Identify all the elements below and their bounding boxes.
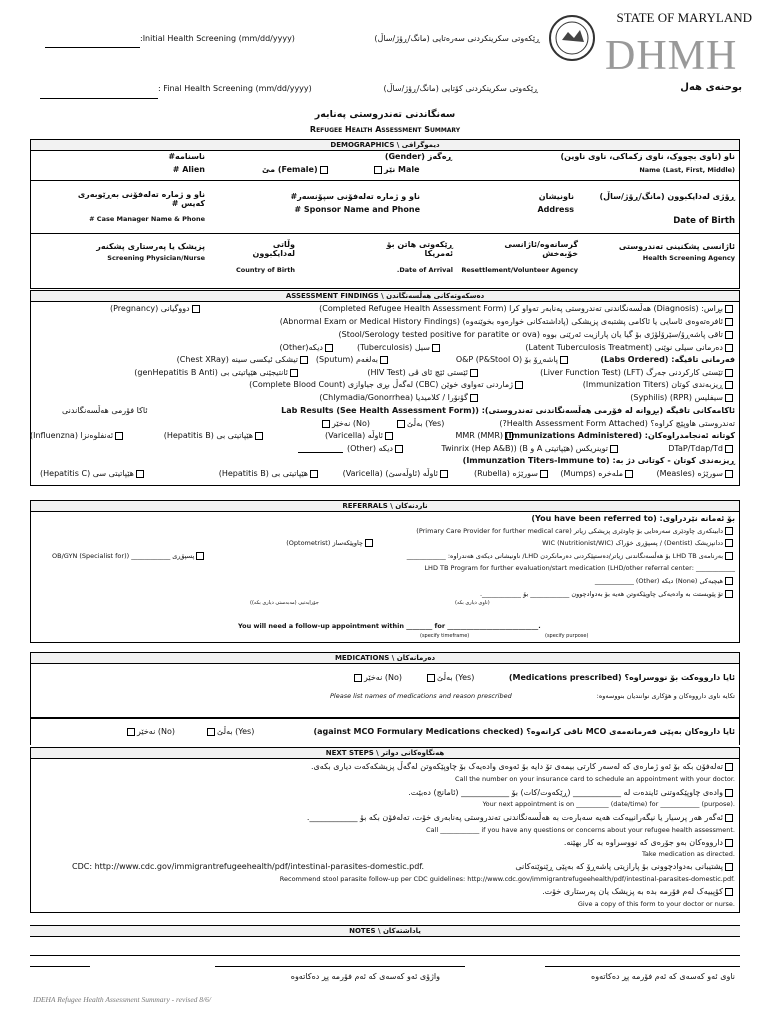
cap-name: (ناوی دیاری بکە) — [455, 600, 490, 606]
footer-text: IDEHA Refugee Health Assessment Summary - revised 8/6/ — [33, 995, 211, 1004]
lab-lft[interactable]: تێستی کارکردنی جەرگ (LFT) (Liver Function Test) — [540, 368, 735, 377]
labs-title: فەرمانی تاقیگە: (Labs Ordered) — [600, 355, 735, 364]
lab-hiv[interactable]: ئێستی ئێچ ئای ڤی (HIV Test) — [367, 368, 480, 377]
final-date-field[interactable] — [40, 91, 158, 99]
dob-en: Date of Birth — [673, 216, 735, 226]
step-2-en: Your next appointment is on __________ (date/time) for ____________ (purpose). — [482, 800, 735, 808]
signature-line-3[interactable] — [545, 966, 740, 967]
cap-time: (specify timeframe) — [420, 633, 470, 639]
arrival-ku: ڕێکەوتی هاتن بۆ ئەمریکا — [386, 240, 453, 258]
dob-ku: ڕۆژی لەدایکبوون (مانگ/ڕۆژ/ساڵ) — [599, 192, 735, 201]
arrival-en: Date of Arrival. — [396, 266, 453, 274]
next-header: NEXT STEPS \ هەنگاوەکانی دواتر — [30, 747, 740, 759]
titer-mumps[interactable]: ملەخرە (Mumps) — [560, 469, 635, 478]
findings-header: ASSESSMENT FINDINGS \ دەسکەوتەکانی هەڵسەنگاندن — [30, 290, 740, 302]
med-no[interactable]: نەخێر (No) — [352, 673, 402, 682]
other-finding[interactable]: دیکە(Other) — [280, 343, 335, 352]
final-date-ku: ڕێکەوتی سکرینکردنی کۆتایی (مانگ/ڕۆژ/ساڵ) — [383, 84, 538, 93]
female-option[interactable]: مێ (Female) — [262, 165, 330, 174]
alien-en: Alien # — [172, 165, 205, 174]
imm-varicella[interactable]: ئاوڵە (Varicella) — [325, 431, 395, 440]
physician-en: Screening Physician/Nurse — [107, 254, 205, 262]
lab-titers[interactable]: ڕیزبەندی کوتان (Immunization Titers) — [583, 380, 735, 389]
attached-question: تەندروستی هاوپێچ کراوە؟ (Health Assessment Form Attached?) — [499, 419, 735, 428]
signature-line[interactable] — [30, 966, 90, 967]
referrals-header: REFERRALS \ ناردنەکان — [30, 500, 740, 512]
lab-syphilis[interactable]: سیفلیس (RPR) (Syphilis) — [630, 393, 735, 402]
med-list-en: Please list names of medications and reason prescribed — [330, 692, 512, 700]
ref-pcp[interactable]: دابینکەری چاودێری سەرەتایی بۆ چاودێری پزیشکی زیاتر (Primary Care Provider for further medical care) — [416, 527, 735, 535]
titer-measles[interactable]: سورێژە (Measles) — [656, 469, 735, 478]
results-note: ئاکا فۆرمی هەڵسەنگاندنی — [62, 406, 148, 415]
referral-title: بۆ ئەمانە نێردراوی: (You have been referred to) — [531, 514, 735, 523]
titer-hepb[interactable]: هێپاتیتی بی (Hepatitis B) — [219, 469, 320, 478]
step-3-en: Call ____________ if you have any questions or concerns about your refugee health assessment. — [426, 826, 735, 834]
attached-no[interactable]: نەخێر (No) — [320, 419, 370, 428]
titer-varicella[interactable]: ئاوڵە (ئاوڵەسێ) (Varicella) — [343, 469, 450, 478]
title-ku: سەنگاندنی تەندروستی پەنابەر — [314, 109, 456, 120]
tb-option[interactable]: سیل (Tuberculosis) — [357, 343, 442, 352]
med-q1: ئایا دارووەکت بۆ نووسراوە؟ (Medications prescribed) — [508, 673, 735, 682]
stool-option[interactable]: تاقی پاشەڕۆ/سێرۆلۆژی بۆ گیا یان پارازیت ئەرێنی بووە (Stool/Serology tested positive for paratite or ova) — [339, 330, 735, 339]
agency-ku: بوحنەی هەل — [680, 82, 742, 93]
final-date-en: : Final Health Screening (mm/dd/yyyy) — [158, 84, 312, 93]
resettlement-en: Resettlement/Volunteer Agency — [461, 266, 578, 274]
agency-logo: DHMH — [605, 33, 738, 79]
cob-en: Country of Birth — [236, 266, 295, 274]
name-en: Name (Last, First, Middle) — [639, 166, 735, 174]
cm-ku: ناو و ژمارە تەلەفۆنی بەڕێوبەری کەیس # — [77, 190, 205, 208]
step-2[interactable]: وادەی چاوپێکەوتنی ئایندەت لە ____________ (ڕێکەوت/کات) بۆ ____________ (ئامانج) دەبێت. — [408, 788, 735, 797]
notes-line[interactable] — [30, 955, 740, 956]
lab-chlamydia[interactable]: گۆنۆرا / کلامیدیا (Chlymadia/Gonorrhea) — [319, 393, 480, 402]
lab-xray[interactable]: تیشکی ئیکسی سینە (Chest XRay) — [177, 355, 310, 364]
med-q2: ئایا داروەکان بەپێی فەرمانەمەی MCO ناقی کرانەوە؟ (against MCO Formulary Medications checked) — [313, 727, 735, 736]
imm-hepb[interactable]: هێپاتیتی بی (Hepatitis B) — [164, 431, 265, 440]
demographics-header: DEMOGRAPHICS \ دیموگرافی — [30, 139, 740, 151]
med-list-line[interactable] — [30, 717, 740, 719]
med-yes-2[interactable]: بەڵێ (Yes) — [205, 727, 254, 736]
ref-none[interactable]: هیچیەکی (None) دیکە (Other) ____________ — [595, 577, 735, 585]
seal-icon — [548, 14, 596, 62]
screening-agency-ku: ئاژانسی پشکنینی تەندروستی — [618, 242, 735, 251]
initial-date-en: :Initial Health Screening (mm/dd/yyyy) — [140, 34, 295, 43]
imm-flu[interactable]: ئەنفلوەنزا (Influenzna) — [30, 431, 125, 440]
medications-header: MEDICATIONS \ دەرمانەکان — [30, 652, 740, 664]
signer-sign-label: واژۆی ئەو کەسەی کە ئەم فۆرمە پڕ دەکاتەوە — [290, 972, 440, 981]
ref-tb[interactable]: بەرنامەی LHD TB بۆ هەڵسەنگاندنی زیاتر/دەستپێکردنی دەرمانکردن LHD/ ناونیشانی دیکەی هەندراوە: ____________ — [407, 552, 735, 560]
results-title: ئاکامەکانی تاقیگە (بڕوانە لە فۆرمی هەڵسەنگاندنی تەندروستی): (Lab Results (See Health Assessment Form) — [281, 406, 735, 415]
lab-hepb[interactable]: ئانتیجێنی هێپاتیتی بی (genHepatitis B Anti) — [134, 368, 300, 377]
step-6-en: Give a copy of this form to your doctor or nurse. — [577, 900, 735, 908]
address-ku: ناونیشان — [538, 192, 574, 201]
imm-other[interactable]: دیکە (Other) — [347, 444, 405, 453]
step-5-en: Recommend stool parasite follow-up per CDC guidelines: http://www.cdc.gov/immigrantrefugeehealth/pdf/intestinal-parasites-domestic.pdf. — [279, 875, 735, 883]
tb-treatment-option[interactable]: دەرمانی سیلی نوێنی (Latent Tuberculosis Treatment) — [525, 343, 735, 352]
state-label: STATE OF MARYLAND — [616, 10, 752, 25]
imm-dtap[interactable]: DTaP/Tdap/Td — [668, 444, 735, 453]
gender-ku: ڕەگەز (Gender) — [384, 152, 452, 161]
pregnancy-option[interactable]: دووگیانی (Pregnancy) — [110, 304, 202, 313]
imm-title: کوتانە ئەنجامدراوەکان: (Immunizations Administered) — [504, 431, 735, 440]
screening-agency-en: Health Screening Agency — [642, 254, 735, 262]
imm-mmr[interactable]: MMR (MMR) — [455, 431, 515, 440]
step-4[interactable]: دارووەکان بەو جۆرەی کە نووسراوە بە کار بهێنە. — [564, 838, 735, 847]
step-5[interactable]: پشتیبانی بەدوادچوونی بۆ پارازیتی پاشەڕۆ کە بەپێی ڕێنوێنەکانی — [515, 862, 735, 871]
sponsor-en: Sponsor Name and Phone # — [294, 205, 420, 214]
name-ku: ناو (ناوی بچووک، ناوی زکماکی، ناوی ناوین) — [560, 152, 735, 161]
imm-twinrix[interactable]: توینریکس (هێپاتیتی A و B) (Twinrix (Hep A&B) — [441, 444, 620, 453]
ref-obgyn[interactable]: پسپۆڕی ____________ (OB/GYN (Specialist for) — [52, 552, 206, 560]
notes-header: NOTES \ یاداشتەکان — [30, 925, 740, 937]
abnormal-option[interactable]: ئافرەتەوەی ئاسایی یا ئاکامی پشتبەی پزیشکی (پاداشتەکانی خوارەوە بخوێنەوە) (Abnormal Exam or Medical History Findings) — [280, 317, 735, 326]
ref-appt-ku[interactable]: تۆ پێویستت بە وادەیەکی چاوپێکەوتن هەیە بۆ بەدوادچوون ____________ بۆ ____________. — [480, 590, 735, 598]
med-yes[interactable]: بەڵێ (Yes) — [425, 673, 474, 682]
cap-purpose-en: (specify purpose) — [545, 633, 589, 639]
lab-stool[interactable]: پاشەڕۆ بۆ O&P (P&Stool O) — [456, 355, 570, 364]
lab-cbc[interactable]: ژماردنی تەواوی خوێن (CBC) لەگەڵ بڕی جیاوازی (Complete Blood Count) — [249, 380, 525, 389]
alien-ku: ناسنامە# — [168, 152, 205, 161]
address-en: Address — [537, 205, 574, 214]
step-1-en: Call the number on your insurance card to schedule an appointment with your doctor. — [455, 775, 735, 783]
med-list-ku: تکایە ناوی دارووەکان و هۆکاری نوانندیان بنووسەوە: — [596, 692, 735, 700]
step-4-en: Take medication as directed. — [641, 850, 735, 858]
lab-sputum[interactable]: بەلغەم (Sputum) — [316, 355, 390, 364]
titer-rubella[interactable]: سورێژە (Rubella) — [474, 469, 550, 478]
resettlement-ku: گرسانەوە/ئاژانسی خۆبەخش — [504, 240, 578, 258]
initial-date-field[interactable] — [45, 40, 140, 48]
titer-hepc[interactable]: هێپاتیتی سی (Hepatitis C) — [40, 469, 146, 478]
ref-tb-en: LHD TB Program for further evaluation/start medication (LHD/other referral center: ____________ — [424, 564, 735, 572]
cap-purpose: (جۆرایەتیی (مەبەستی دیاری بکە) — [250, 600, 319, 606]
attached-yes[interactable]: بەڵێ (Yes) — [395, 419, 444, 428]
signature-line-2[interactable] — [215, 966, 465, 967]
imm-other-field[interactable] — [298, 452, 343, 453]
cob-ku: وڵاتی لەدایکبوون — [252, 240, 295, 258]
cdc-link[interactable]: CDC: http://www.cdc.gov/immigrantrefugeehealth/pdf/intestinal-parasites-domestic.pdf. — [72, 862, 425, 871]
titer-title: ڕیزبەندی کوتان - کوتانی دژ بە: (Immunzation Titers-Immune to) — [462, 456, 735, 465]
male-option[interactable]: نێر Male — [372, 165, 420, 174]
ref-dentist[interactable]: ددانپزیشک (Dentist) / پسپۆڕی خۆراک WIC (Nutritionist/WIC) — [542, 539, 735, 547]
step-3[interactable]: ئەگەر هەر پرسیار یا نیگەرانییەکت هەیە سەبارەت بە هەڵسەنگاندنی تەندروستی پەنابەری خۆت، تەلەفۆن بکە بۆ ____________. — [307, 813, 735, 822]
med-no-2[interactable]: نەخێر (No) — [125, 727, 175, 736]
cm-en: Case Manager Name & Phone # — [89, 215, 205, 223]
signer-name-label: ناوی ئەو کەسەی کە ئەم فۆرمە پڕ دەکاتەوە — [591, 972, 735, 981]
physician-ku: پزیشک یا پەرستاری پشکنەر — [96, 242, 205, 251]
initial-date-ku: ڕێکەوتی سکرینکردنی سەرەتایی (مانگ/ڕۆژ/ساڵ) — [374, 34, 540, 43]
diagnosis-row[interactable]: بڕاس: (Diagnosis) هەڵسەنگاندنی تەندروستی پەنابەر تەواو کرا (Completed Refugee Health Assessment Form) — [319, 304, 735, 313]
step-1[interactable]: تەلەفۆن بکە بۆ ئەو ژمارەی کە لەسەر کارتی بیمەی تۆ دایە بۆ ئەوەی وادەیەک بۆ چاوپێکەوتن لەگەڵ پزیشکەکەت دیاری بکەی. — [311, 762, 735, 771]
step-6[interactable]: کۆپییەک لەم فۆرمە بدە بە پزیشک یان پەرستاری خۆت. — [542, 887, 735, 896]
title-en: Refugee Health Assessment Summary — [309, 125, 461, 134]
ref-appt-en: You will need a follow-up appointment within ________ for ____________________________. — [238, 622, 541, 630]
ref-optom[interactable]: چاوپێکەساز (Optometrist) — [286, 539, 375, 547]
sponsor-ku: ناو و ژمارە تەلەفۆنی سپۆنسەر# — [290, 192, 420, 201]
